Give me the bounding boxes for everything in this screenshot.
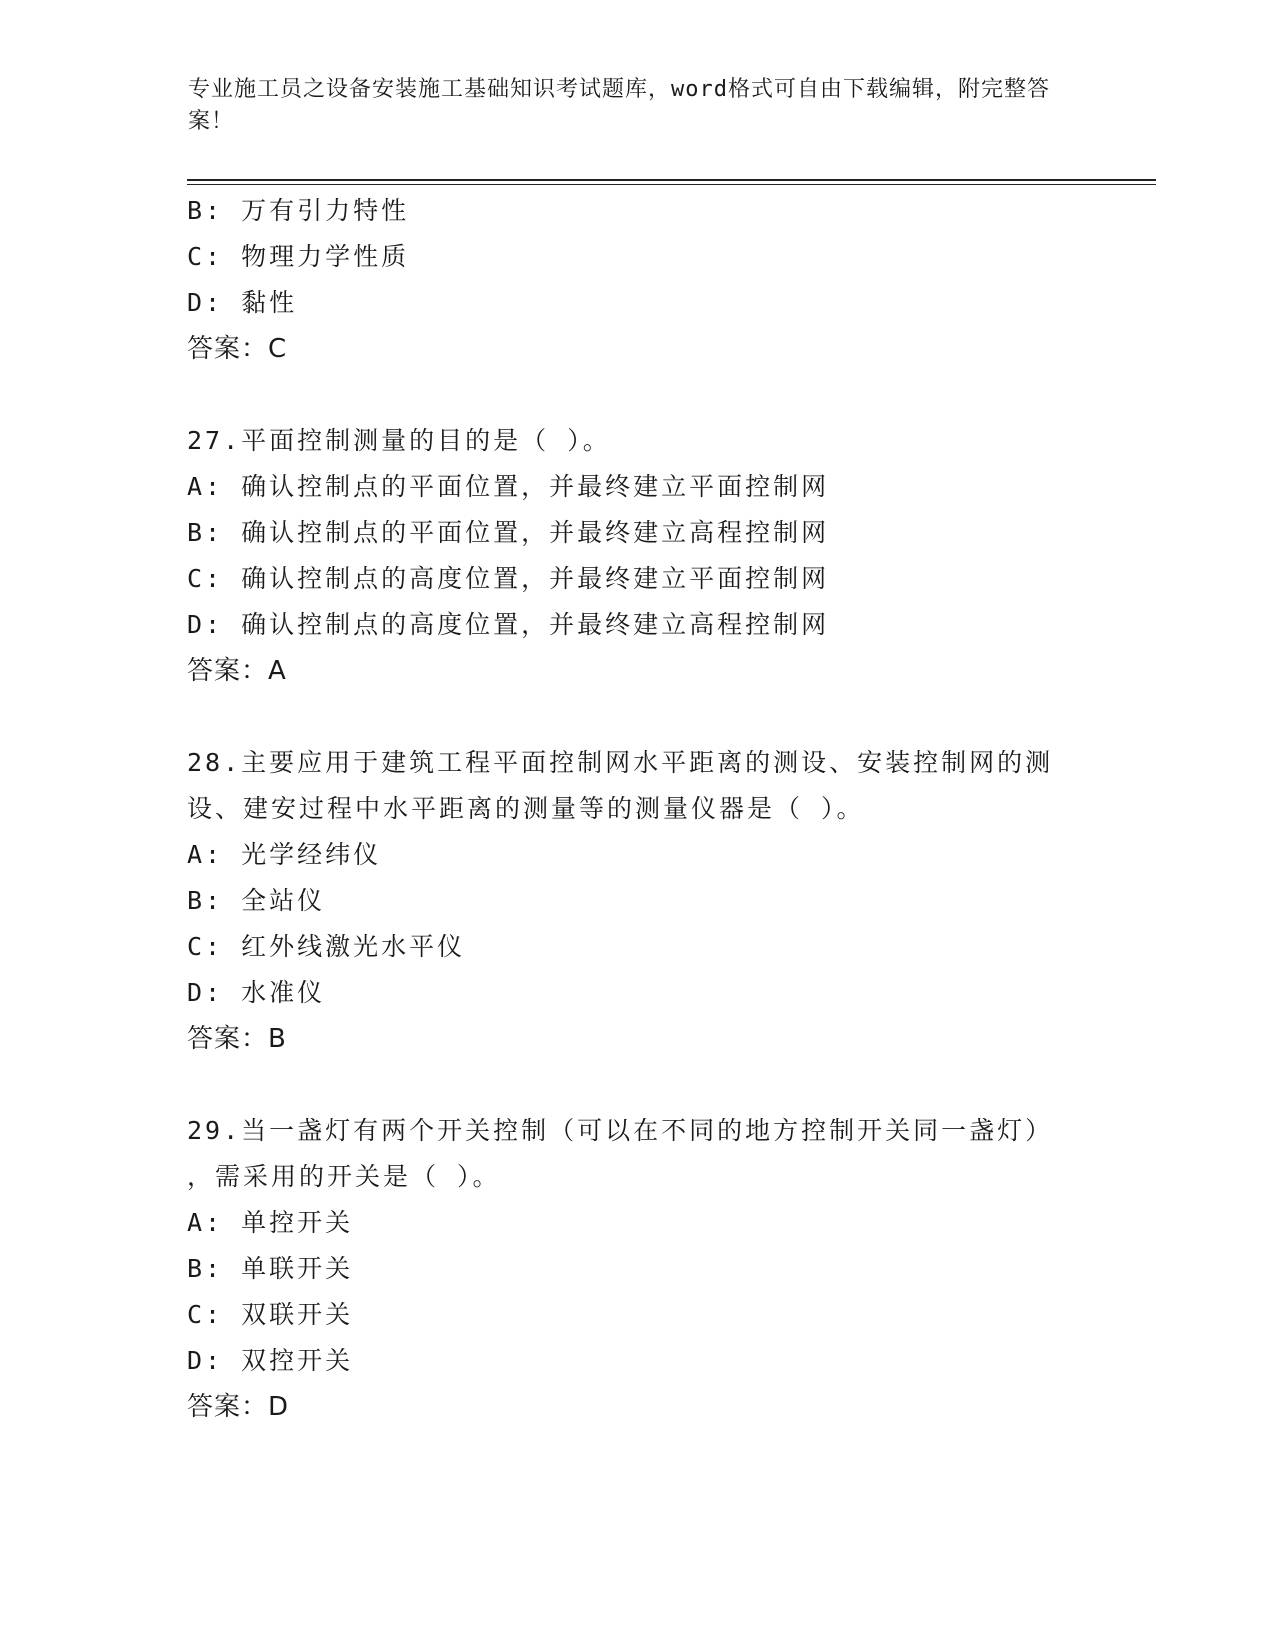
spacer xyxy=(187,694,1087,740)
option-b: B: 万有引力特性 xyxy=(187,196,410,225)
question-stem-line-2: 设、建安过程中水平距离的测量等的测量仪器是（ ）。 xyxy=(187,794,865,823)
question-27 xyxy=(187,418,1087,694)
question-stem: 27.平面控制测量的目的是（ ）。 xyxy=(187,426,611,455)
header-rule-thin xyxy=(187,184,1156,185)
question-26-tail xyxy=(187,188,1087,372)
question-stem-line-2: ，需采用的开关是（ ）。 xyxy=(187,1162,501,1191)
option-d: D: 水准仪 xyxy=(187,978,326,1007)
option-c: C: 物理力学性质 xyxy=(187,242,410,271)
spacer xyxy=(187,1062,1087,1108)
option-a: A: 光学经纬仪 xyxy=(187,840,382,869)
question-29 xyxy=(187,1108,1087,1430)
option-c: C: 确认控制点的高度位置，并最终建立平面控制网 xyxy=(187,564,830,593)
option-a: A: 确认控制点的平面位置，并最终建立平面控制网 xyxy=(187,472,830,501)
option-c: C: 双联开关 xyxy=(187,1300,354,1329)
answer: 答案：D xyxy=(187,1392,290,1422)
option-b: B: 全站仪 xyxy=(187,886,326,915)
option-c: C: 红外线激光水平仪 xyxy=(187,932,466,961)
option-a: A: 单控开关 xyxy=(187,1208,354,1237)
question-stem-line-1: 29.当一盏灯有两个开关控制（可以在不同的地方控制开关同一盏灯） xyxy=(187,1116,1054,1145)
answer: 答案：C xyxy=(187,334,288,364)
spacer xyxy=(187,372,1087,418)
question-list xyxy=(187,188,1087,1430)
answer: 答案：B xyxy=(187,1024,287,1054)
question-stem-line-1: 28.主要应用于建筑工程平面控制网水平距离的测设、安装控制网的测 xyxy=(187,748,1054,777)
answer: 答案：A xyxy=(187,656,287,686)
option-d: D: 双控开关 xyxy=(187,1346,354,1375)
header-rule-thick xyxy=(187,179,1156,181)
option-b: B: 单联开关 xyxy=(187,1254,354,1283)
question-28 xyxy=(187,740,1087,1062)
document-header: 专业施工员之设备安装施工基础知识考试题库，word格式可自由下载编辑，附完整答案！ xyxy=(188,77,1050,134)
option-d: D: 确认控制点的高度位置，并最终建立高程控制网 xyxy=(187,610,830,639)
option-b: B: 确认控制点的平面位置，并最终建立高程控制网 xyxy=(187,518,830,547)
option-d: D: 黏性 xyxy=(187,288,298,317)
